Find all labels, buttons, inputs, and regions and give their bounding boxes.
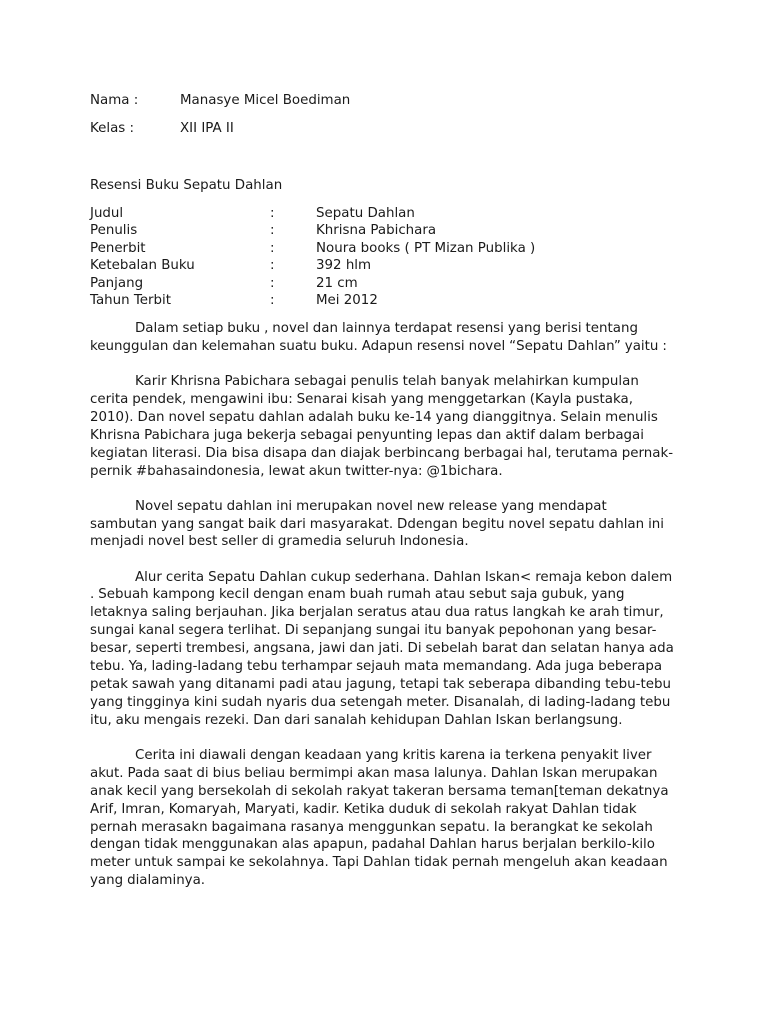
document-title: Resensi Buku Sepatu Dahlan bbox=[90, 178, 283, 193]
book-info-separator: : bbox=[270, 292, 275, 308]
paragraph-plot: Alur cerita Sepatu Dahlan cukup sederhana. Dahlan Iskan< remaja kebon dalem . Sebuah kampong kecil dengan enam buah rumah atau sebut saja gubuk, yang letaknya saling berjauhan. Jika berjalan seratus atau dua ratus langkah ke arah timur, sungai kanal segera terlihat. Di sepanjang sungai itu banyak pepohonan yang besar-besar, seperti trembesi, angsana, jawi dan jati. Di sebelah barat dan selatan hanya ada tebu. Ya, lading-ladang tebu terhampar sejauh mata memandang. Ada juga beberapa petak sawah yang ditanami padi atau jagung, tetapi tak seberapa dibanding tebu-tebu yang tingginya kini sudah nyaris dua setengah meter. Disanalah, di lading-ladang tebu itu, aku mengais rezeki. Dan dari sanalah kehidupan Dahlan Iskan berlangsung. bbox=[90, 569, 674, 728]
book-info-value: 21 cm bbox=[316, 275, 358, 291]
book-info-row bbox=[90, 240, 690, 257]
book-info-separator: : bbox=[270, 258, 275, 274]
book-info-row bbox=[90, 257, 690, 274]
book-info-label: Judul bbox=[90, 206, 124, 221]
book-info-value: 392 hlm bbox=[316, 258, 372, 274]
paragraph-reception: Novel sepatu dahlan ini merupakan novel new release yang mendapat sambutan yang sangat baik dari masyarakat. Ddengan begitu novel sepatu dahlan ini menjadi novel best seller di gramedia seluruh Indonesia. bbox=[90, 498, 665, 550]
book-info-row bbox=[90, 205, 690, 222]
book-info-label: Penulis bbox=[90, 223, 138, 239]
student-name-row bbox=[90, 92, 690, 110]
paragraph-story: Cerita ini diawali dengan keadaan yang kritis karena ia terkena penyakit liver akut. Pada saat di bius beliau bermimpi akan masa lalunya. Dahlan Iskan merupakan anak kecil yang bersekolah di sekolah rakyat takeran bersama teman[teman dekatnya Arif, Imran, Komaryah, Maryati, kadir. Ketika duduk di sekolah rakyat Dahlan tidak pernah merasakn bagaimana rasanya menggunkan sepatu. Ia berangkat ke sekolah dengan tidak menggunakan alas apapun, padahal Dahlan harus berjalan berkilo-kilo meter untuk sampai ke sekolahnya. Tapi Dahlan tidak pernah mengeluh akan keadaan yang dialaminya. bbox=[90, 747, 669, 889]
book-info-value: Noura books ( PT Mizan Publika ) bbox=[316, 240, 536, 256]
book-info-label: Tahun Terbit bbox=[90, 292, 172, 308]
student-name-value: Manasye Micel Boediman bbox=[180, 93, 351, 108]
book-info-row bbox=[90, 275, 690, 292]
book-info-value: Khrisna Pabichara bbox=[316, 223, 437, 239]
book-info-row bbox=[90, 222, 690, 239]
student-class-row bbox=[90, 120, 690, 138]
book-info-separator: : bbox=[270, 275, 275, 291]
book-info-label: Panjang bbox=[90, 275, 144, 291]
book-info-label: Ketebalan Buku bbox=[90, 258, 195, 274]
book-info-table bbox=[90, 205, 690, 309]
student-name-label: Nama : bbox=[90, 93, 139, 108]
book-info-separator: : bbox=[270, 240, 275, 256]
book-info-label: Penerbit bbox=[90, 240, 146, 256]
paragraph-intro: Dalam setiap buku , novel dan lainnya terdapat resensi yang berisi tentang keunggulan dan kelemahan suatu buku. Adapun resensi novel “Sepatu Dahlan” yaitu : bbox=[90, 321, 667, 354]
book-info-row bbox=[90, 292, 690, 309]
paragraph-author: Karir Khrisna Pabichara sebagai penulis telah banyak melahirkan kumpulan cerita pendek, mengawini ibu: Senarai kisah yang menggetarkan (Kayla pustaka, 2010). Dan novel sepatu dahlan adalah buku ke-14 yang dianggitnya. Selain menulis Khrisna Pabichara juga bekerja sebagai penyunting lepas dan aktif dalam berbagai kegiatan literasi. Dia bisa disapa dan diajak berbincang berbagai hal, terutama pernak-pernik #bahasaindonesia, lewat akun twitter-nya: @1bichara. bbox=[90, 374, 674, 479]
book-info-separator: : bbox=[270, 223, 275, 239]
student-class-label: Kelas : bbox=[90, 121, 135, 136]
book-info-separator: : bbox=[270, 206, 275, 221]
review-body bbox=[90, 320, 675, 907]
book-info-value: Sepatu Dahlan bbox=[316, 206, 415, 221]
student-class-value: XII IPA II bbox=[180, 121, 234, 136]
book-info-value: Mei 2012 bbox=[316, 292, 378, 308]
